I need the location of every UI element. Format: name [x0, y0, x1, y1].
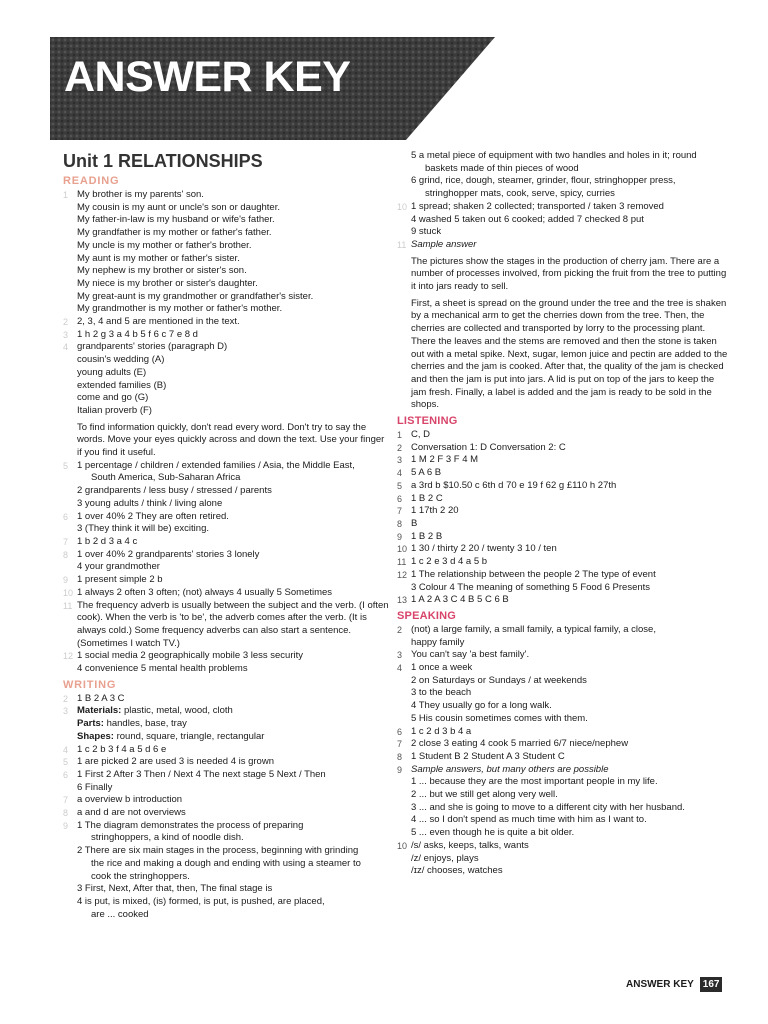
answer-line: 6 Finally — [77, 781, 113, 793]
answer-line: 5 a metal piece of equipment with two handles and holes in it; round — [411, 150, 697, 161]
speaking-item — [397, 624, 732, 649]
item-number: 2 — [397, 442, 403, 453]
reading-item — [63, 460, 391, 511]
item-body — [411, 751, 732, 764]
item-body — [77, 600, 391, 651]
answer-line: You can't say 'a best family'. — [411, 649, 530, 661]
item-number: 3 — [397, 455, 403, 466]
item-body — [77, 705, 391, 743]
item-number: 5 — [397, 480, 403, 491]
answer-line: 3 ... and she is going to move to a different city with her husband. — [411, 801, 685, 813]
item-body — [411, 480, 732, 493]
answer-line: are ... cooked — [91, 908, 149, 920]
reading-item — [63, 574, 391, 587]
item-number: 6 — [63, 511, 69, 522]
answer-line: Conversation 1: D Conversation 2: C — [411, 441, 566, 453]
answer-line: 1 once a week — [411, 662, 473, 674]
answer-line: stringhopper mats, cook, serve, spicy, curries — [425, 188, 615, 200]
answer-line: My father-in-law is my husband or wife's father. — [77, 214, 275, 226]
answer-line: Sample answers, but many others are possible — [411, 763, 609, 775]
writing-item — [63, 769, 391, 794]
answer-line: 1 First 2 After 3 Then / Next 4 The next stage 5 Next / Then — [77, 768, 326, 780]
item-number: 6 — [397, 493, 403, 504]
answer-line: Materials: plastic, metal, wood, cloth — [77, 705, 233, 717]
listening-answers — [397, 429, 732, 607]
item-number: 7 — [63, 795, 69, 806]
item-number: 13 — [397, 595, 408, 606]
reading-item — [63, 316, 391, 329]
answer-line: My uncle is my mother or father's brother. — [77, 239, 252, 251]
item-number: 5 — [63, 460, 69, 471]
item-body — [411, 201, 732, 239]
item-body — [77, 693, 391, 706]
item-body — [411, 518, 732, 531]
item-number: 3 — [63, 329, 69, 340]
item-number: 9 — [63, 575, 69, 586]
answer-line: (not) a large family, a small family, a typical family, a close, — [411, 623, 656, 635]
page-title: ANSWER KEY — [64, 53, 351, 101]
item-body — [411, 594, 732, 607]
item-body — [77, 807, 391, 820]
speaking-item — [397, 662, 732, 726]
speaking-item — [397, 649, 732, 662]
writing-item — [63, 705, 391, 743]
item-body — [411, 442, 732, 455]
item-number: 6 — [63, 769, 69, 780]
item-number: 1 — [63, 190, 69, 200]
item-number: 7 — [397, 739, 403, 750]
writing-item — [63, 794, 391, 807]
answer-line: 2, 3, 4 and 5 are mentioned in the text. — [77, 316, 240, 328]
writing-cont-item — [397, 201, 732, 239]
reading-item — [63, 189, 391, 316]
listening-item — [397, 531, 732, 544]
footer-label: ANSWER KEY — [626, 979, 694, 990]
speaking-item — [397, 764, 732, 840]
answer-line: 3 First, Next, After that, then, The final stage is — [77, 883, 273, 895]
answer-line: stringhoppers, a kind of noodle dish. — [91, 832, 244, 844]
item-body — [411, 239, 732, 412]
listening-item — [397, 454, 732, 467]
item-body — [77, 460, 391, 511]
item-number: 10 — [397, 840, 408, 851]
answer-line: 9 stuck — [411, 226, 442, 238]
item-body — [411, 624, 732, 649]
answer-line: extended families (B) — [77, 379, 167, 391]
listening-item — [397, 480, 732, 493]
item-body — [411, 505, 732, 518]
answer-line: My niece is my brother or sister's daughter. — [77, 277, 258, 289]
item-number: 11 — [63, 600, 73, 611]
speaking-item — [397, 840, 732, 878]
answer-line: /ɪz/ chooses, watches — [411, 865, 503, 877]
item-number: 6 — [397, 726, 403, 737]
left-column — [63, 150, 391, 921]
listening-item — [397, 543, 732, 556]
item-number: 9 — [63, 820, 69, 831]
speaking-item — [397, 738, 732, 751]
item-body — [411, 531, 732, 544]
writing-heading: WRITING — [63, 678, 117, 691]
answer-line: 1 spread; shaken 2 collected; transported / taken 3 removed — [411, 200, 664, 212]
item-number: 8 — [63, 549, 69, 560]
item-number: 8 — [63, 808, 69, 819]
writing-cont-item — [397, 150, 732, 201]
answer-line: 5 ... even though he is quite a bit older. — [411, 827, 575, 839]
item-number: 7 — [397, 506, 403, 517]
answer-line: 1 are picked 2 are used 3 is needed 4 is grown — [77, 756, 274, 768]
answer-line: 2 grandparents / less busy / stressed / parents — [77, 485, 272, 497]
answer-line: cook the stringhoppers. — [91, 870, 190, 882]
answer-line: My nephew is my brother or sister's son. — [77, 265, 247, 277]
answer-line: 1 B 2 A 3 C — [77, 692, 125, 704]
item-body — [411, 467, 732, 480]
item-number: 7 — [63, 536, 69, 547]
listening-item — [397, 429, 732, 442]
item-body — [77, 189, 391, 316]
item-number: 12 — [397, 569, 408, 580]
reading-item — [63, 511, 391, 536]
reading-item — [63, 650, 391, 675]
reading-heading: READING — [63, 175, 120, 187]
answer-line: 2 There are six main stages in the process, beginning with grinding — [77, 845, 359, 857]
answer-line: 2 close 3 eating 4 cook 5 married 6/7 niece/nephew — [411, 738, 629, 750]
answer-line: 1 B 2 B — [411, 530, 443, 542]
answer-line: baskets made of thin pieces of wood — [425, 162, 579, 174]
item-body — [411, 493, 732, 506]
item-body — [77, 744, 391, 757]
reading-item — [63, 549, 391, 574]
item-number: 2 — [397, 624, 403, 635]
answer-line: Shapes: round, square, triangle, rectangular — [77, 730, 265, 742]
item-number: 11 — [397, 557, 407, 568]
item-body — [411, 764, 732, 840]
answer-line: grandparents' stories (paragraph D) — [77, 341, 228, 353]
writing-item — [63, 744, 391, 757]
answer-line: 5 His cousin sometimes comes with them. — [411, 712, 588, 724]
writing-cont-item — [397, 239, 732, 412]
answer-line: South America, Sub-Saharan Africa — [91, 472, 241, 484]
item-number: 11 — [397, 239, 407, 250]
item-number: 4 — [397, 468, 403, 479]
item-number: 3 — [63, 706, 69, 717]
answer-line: My grandfather is my mother or father's father. — [77, 227, 272, 239]
answer-line: 4 is put, is mixed, (is) formed, is put, is pushed, are placed, — [77, 895, 325, 907]
answer-line: My aunt is my mother or father's sister. — [77, 252, 240, 264]
item-body — [77, 341, 391, 459]
item-body — [77, 756, 391, 769]
answer-paragraph: The frequency adverb is usually between the subject and the verb. (I often cook). When the verb is 'to be', the adverb comes after the verb. (It is always cold.) Some frequency adverbs can also start a sentence. (Sometimes I watch TV.) — [77, 599, 389, 649]
answer-line: 1 The diagram demonstrates the process of preparing — [77, 819, 304, 831]
answer-line: 1 B 2 C — [411, 492, 443, 504]
item-number: 4 — [63, 342, 69, 353]
answer-line: 1 The relationship between the people 2 The type of event — [411, 568, 656, 580]
unit-title: Unit 1 RELATIONSHIPS — [63, 151, 263, 171]
reading-item — [63, 587, 391, 600]
writing-item — [63, 693, 391, 706]
answer-line: 3 to the beach — [411, 687, 472, 699]
answer-line: 1 17th 2 20 — [411, 505, 459, 517]
answer-line: 1 over 40% 2 They are often retired. — [77, 510, 229, 522]
answer-line: 1 30 / thirty 2 20 / twenty 3 10 / ten — [411, 543, 557, 555]
page-footer — [626, 977, 722, 992]
answer-line: /z/ enjoys, plays — [411, 852, 479, 864]
answer-line: a 3rd b $10.50 c 6th d 70 e 19 f 62 g £110 h 27th — [411, 479, 617, 491]
answer-line: young adults (E) — [77, 366, 147, 378]
listening-item — [397, 493, 732, 506]
item-body — [411, 429, 732, 442]
item-body — [77, 769, 391, 794]
answer-line: the rice and making a dough and ending with using a steamer to — [91, 857, 361, 869]
answer-line: a and d are not overviews — [77, 807, 186, 819]
right-column — [397, 150, 732, 878]
answer-line: 3 (They think it will be) exciting. — [77, 523, 209, 535]
answer-line: 2 on Saturdays or Sundays / at weekends — [411, 674, 587, 686]
answer-line: /s/ asks, keeps, talks, wants — [411, 839, 529, 851]
speaking-heading: SPEAKING — [397, 609, 457, 622]
answer-line: 1 c 2 e 3 d 4 a 5 b — [411, 556, 488, 568]
answer-line: My brother is my parents' son. — [77, 189, 204, 200]
item-number: 1 — [397, 430, 403, 441]
item-number: 4 — [63, 744, 69, 755]
answer-line: happy family — [411, 636, 465, 648]
speaking-item — [397, 726, 732, 739]
answer-line: 1 always 2 often 3 often; (not) always 4 usually 5 Sometimes — [77, 586, 333, 598]
item-number: 5 — [63, 757, 69, 768]
answer-paragraph: First, a sheet is spread on the ground under the tree and the tree is shaken by a mechanical arm to get the cherries down from the tree. Then, the cherries are collected and transported by lorry to the processing plant. There the leaves and the stems are removed and then the stone is taken out with a metal spike. Next, sugar, lemon juice and pectin are added to the cherries and the jam is cooked. After that, the quality of the jam is checked and then the jam is put into jars. A lid is put on top of the jars to keep the jam fresh. Finally, a label is added and the jam is ready to be sold in the shops. — [411, 297, 728, 411]
item-number: 3 — [397, 650, 403, 661]
item-number: 8 — [397, 518, 403, 529]
answer-line: 4 convenience 5 mental health problems — [77, 663, 248, 675]
listening-item — [397, 467, 732, 480]
answer-line: C, D — [411, 429, 430, 441]
answer-line: 4 They usually go for a long walk. — [411, 700, 552, 712]
item-number: 2 — [63, 693, 69, 704]
answer-line: 4 ... so I don't spend as much time with him as I want to. — [411, 814, 647, 826]
item-body — [77, 329, 391, 342]
item-body — [77, 650, 391, 675]
speaking-answers — [397, 624, 732, 878]
answer-line: 1 ... because they are the most important people in my life. — [411, 776, 658, 788]
writing-item — [63, 756, 391, 769]
item-body — [411, 150, 732, 201]
item-body — [77, 574, 391, 587]
item-body — [77, 820, 391, 922]
reading-answers — [63, 189, 391, 676]
answer-line: 1 c 2 d 3 b 4 a — [411, 725, 472, 737]
answer-line: 1 Student B 2 Student A 3 Student C — [411, 750, 565, 762]
item-number: 2 — [63, 317, 69, 328]
answer-line: 1 c 2 b 3 f 4 a 5 d 6 e — [77, 743, 167, 755]
answer-line: cousin's wedding (A) — [77, 354, 165, 366]
item-number: 12 — [63, 651, 74, 662]
answer-line: B — [411, 517, 418, 529]
answer-line: a overview b introduction — [77, 794, 183, 806]
page-number: 167 — [700, 977, 723, 992]
item-number: 8 — [397, 751, 403, 762]
item-number: 4 — [397, 663, 403, 674]
answer-line: 6 grind, rice, dough, steamer, grinder, flour, stringhopper press, — [411, 175, 676, 187]
item-body — [77, 511, 391, 536]
answer-line: 3 young adults / think / living alone — [77, 497, 223, 509]
answer-line: 1 percentage / children / extended families / Asia, the Middle East, — [77, 459, 355, 471]
item-number: 10 — [397, 201, 408, 212]
item-number: 9 — [397, 531, 403, 542]
listening-item — [397, 505, 732, 518]
answer-line: 5 A 6 B — [411, 467, 442, 479]
answer-paragraph: To find information quickly, don't read every word. Don't try to say the words. Move your eyes quickly across and down the text. Use your finger if you find it useful. — [77, 421, 385, 459]
item-body — [77, 549, 391, 574]
answer-line: 1 present simple 2 b — [77, 574, 163, 586]
item-body — [411, 543, 732, 556]
answer-line: 1 h 2 g 3 a 4 b 5 f 6 c 7 e 8 d — [77, 328, 198, 340]
item-body — [77, 316, 391, 329]
item-body — [411, 662, 732, 726]
answer-line: 3 Colour 4 The meaning of something 5 Food 6 Presents — [411, 581, 651, 593]
item-body — [411, 726, 732, 739]
item-body — [77, 536, 391, 549]
answer-line: 1 A 2 A 3 C 4 B 5 C 6 B — [411, 594, 509, 606]
listening-item — [397, 518, 732, 531]
answer-line: 1 b 2 d 3 a 4 c — [77, 535, 138, 547]
answer-line: My grandmother is my mother or father's mother. — [77, 303, 283, 315]
answer-line: Italian proverb (F) — [77, 404, 152, 416]
answer-line: 1 M 2 F 3 F 4 M — [411, 454, 479, 466]
reading-item — [63, 341, 391, 459]
reading-item — [63, 536, 391, 549]
answer-line: 1 over 40% 2 grandparents' stories 3 lonely — [77, 548, 260, 560]
item-number: 9 — [397, 764, 403, 775]
item-body — [411, 556, 732, 569]
item-body — [77, 587, 391, 600]
listening-item — [397, 442, 732, 455]
item-body — [77, 794, 391, 807]
listening-heading: LISTENING — [397, 415, 458, 428]
answer-line: come and go (G) — [77, 392, 149, 404]
item-number: 10 — [63, 587, 74, 598]
item-body — [411, 649, 732, 662]
item-body — [411, 454, 732, 467]
item-number: 10 — [397, 544, 408, 555]
writing-item — [63, 820, 391, 922]
reading-item — [63, 600, 391, 651]
answer-line: 4 your grandmother — [77, 561, 160, 573]
writing-item — [63, 807, 391, 820]
listening-item — [397, 594, 732, 607]
answer-line: My great-aunt is my grandmother or grandfather's sister. — [77, 290, 314, 302]
item-body — [411, 569, 732, 594]
writing-answers-continued — [397, 150, 732, 412]
speaking-item — [397, 751, 732, 764]
item-body — [411, 738, 732, 751]
answer-line: 2 ... but we still get along very well. — [411, 789, 558, 801]
answer-line: Parts: handles, base, tray — [77, 718, 187, 730]
answer-line: 4 washed 5 taken out 6 cooked; added 7 checked 8 put — [411, 213, 644, 225]
writing-answers — [63, 693, 391, 922]
reading-item — [63, 329, 391, 342]
answer-line: Sample answer — [411, 238, 477, 250]
item-body — [411, 840, 732, 878]
answer-paragraph: The pictures show the stages in the production of cherry jam. There are a number of processes involved, from picking the fruit from the tree to putting it into jars ready to sell. — [411, 255, 727, 293]
item-number — [397, 150, 411, 201]
listening-item — [397, 556, 732, 569]
answer-line: 1 social media 2 geographically mobile 3 less security — [77, 650, 304, 662]
answer-line: My cousin is my aunt or uncle's son or daughter. — [77, 201, 280, 213]
listening-item — [397, 569, 732, 594]
